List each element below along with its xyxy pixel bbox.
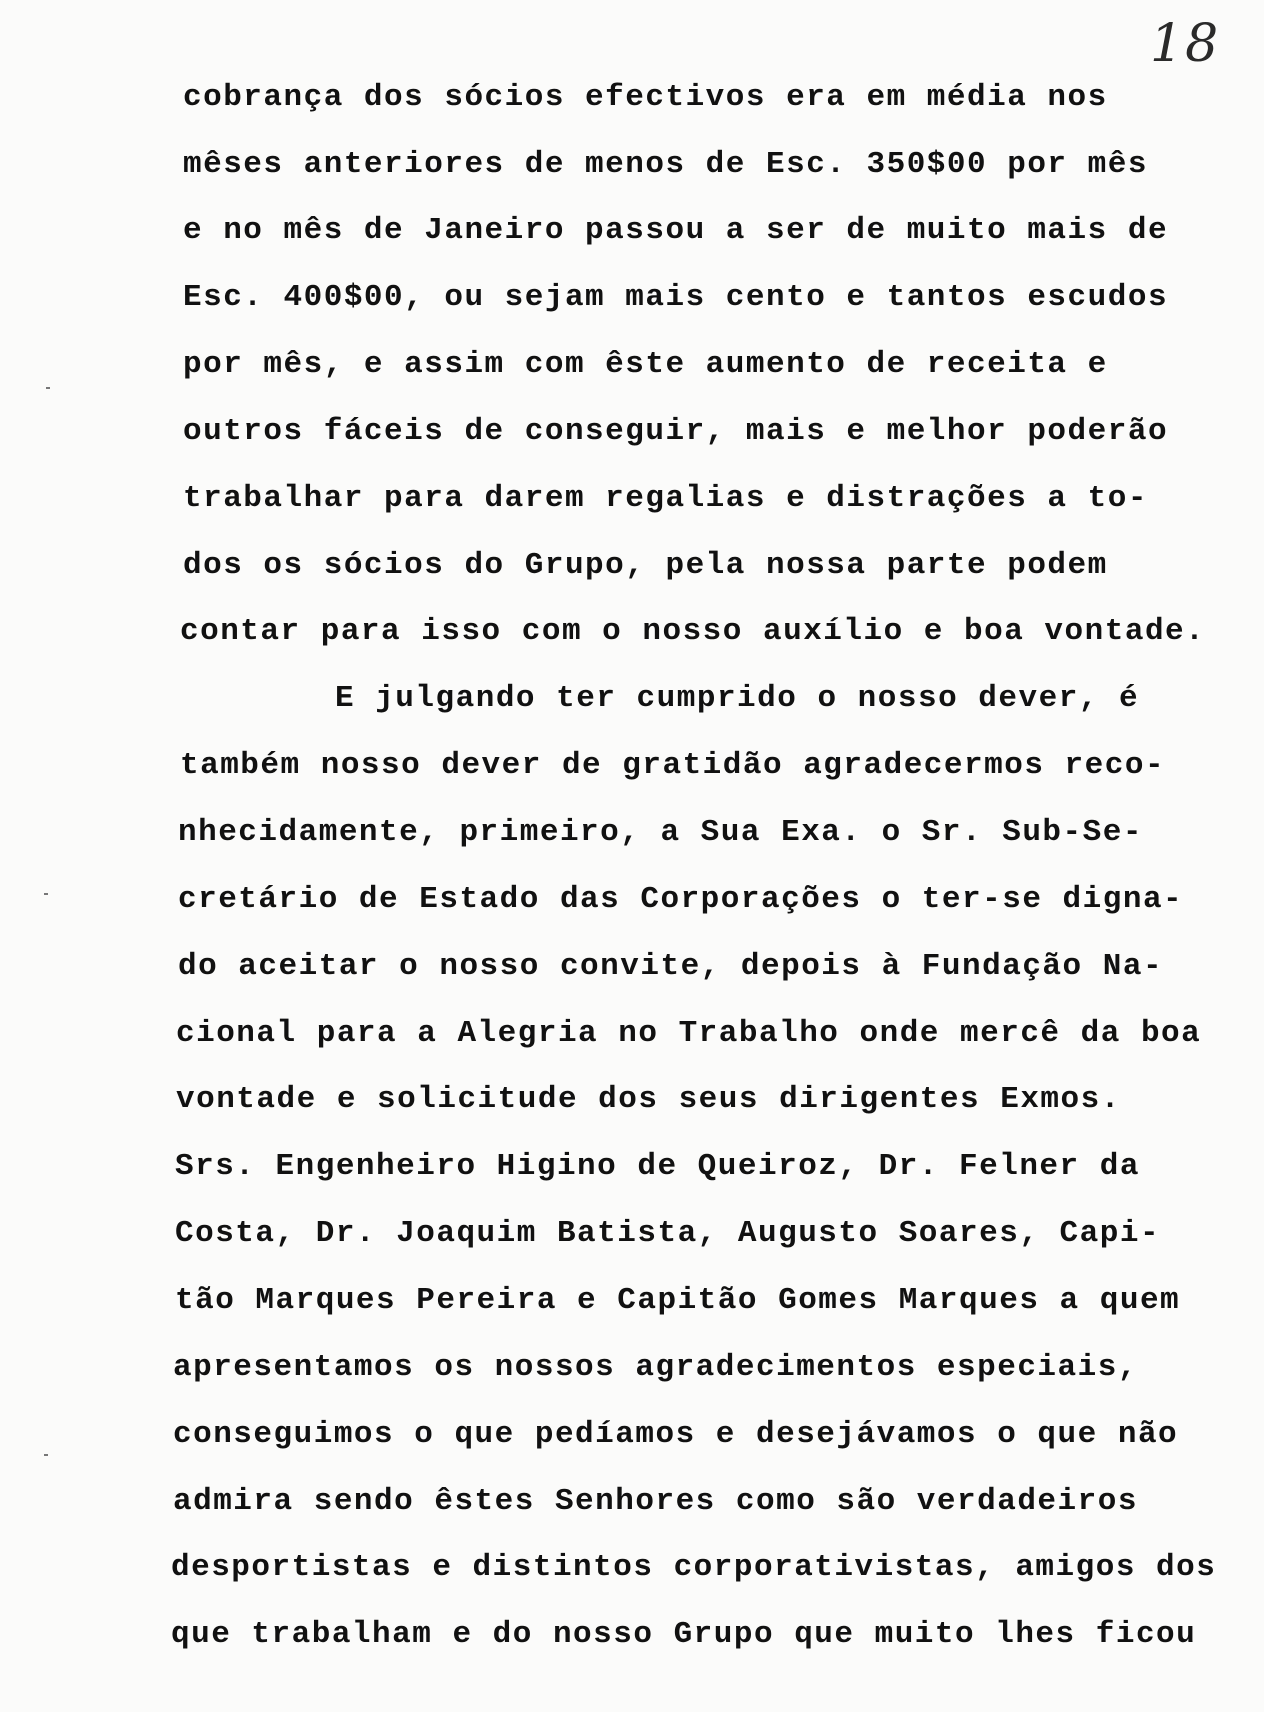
text-line: que trabalham e do nosso Grupo que muito lhes ficou	[171, 1617, 1197, 1652]
text-line: cobrança dos sócios efectivos era em média nos	[183, 80, 1108, 115]
text-line: mêses anteriores de menos de Esc. 350$00 por mês	[183, 147, 1148, 182]
text-line: do aceitar o nosso convite, depois à Fundação Na-	[178, 949, 1164, 984]
text-line: Esc. 400$00, ou sejam mais cento e tantos escudos	[183, 280, 1169, 315]
text-line: conseguimos o que pedíamos e desejávamos o que não	[173, 1417, 1179, 1452]
text-line: tão Marques Pereira e Capitão Gomes Marques a quem	[175, 1283, 1181, 1318]
scan-speck	[44, 1454, 48, 1456]
text-line: Srs. Engenheiro Higino de Queiroz, Dr. Felner da	[175, 1149, 1140, 1184]
text-line: apresentamos os nossos agradecimentos especiais,	[173, 1350, 1138, 1385]
text-line: E julgando ter cumprido o nosso dever, é	[335, 681, 1140, 716]
text-line: também nosso dever de gratidão agradecermos reco-	[180, 748, 1166, 783]
text-line: e no mês de Janeiro passou a ser de muito mais de	[183, 213, 1169, 248]
text-line: outros fáceis de conseguir, mais e melhor poderão	[183, 414, 1169, 449]
text-line: cretário de Estado das Corporações o ter-se digna-	[178, 882, 1184, 917]
page-number: 18	[1150, 14, 1221, 74]
scan-speck	[46, 387, 50, 389]
text-line: trabalhar para darem regalias e distrações a to-	[183, 481, 1148, 516]
text-line: desportistas e distintos corporativistas, amigos dos	[171, 1550, 1217, 1585]
text-line: vontade e solicitude dos seus dirigentes Exmos.	[176, 1082, 1121, 1117]
text-line: dos os sócios do Grupo, pela nossa parte podem	[183, 548, 1108, 583]
text-line: cional para a Alegria no Trabalho onde mercê da boa	[176, 1016, 1202, 1051]
text-line: por mês, e assim com êste aumento de receita e	[183, 347, 1108, 382]
scan-speck	[44, 893, 48, 895]
text-line: contar para isso com o nosso auxílio e boa vontade.	[180, 614, 1206, 649]
text-line: admira sendo êstes Senhores como são verdadeiros	[173, 1484, 1138, 1519]
text-line: nhecidamente, primeiro, a Sua Exa. o Sr. Sub-Se-	[178, 815, 1143, 850]
text-line: Costa, Dr. Joaquim Batista, Augusto Soares, Capi-	[175, 1216, 1161, 1251]
